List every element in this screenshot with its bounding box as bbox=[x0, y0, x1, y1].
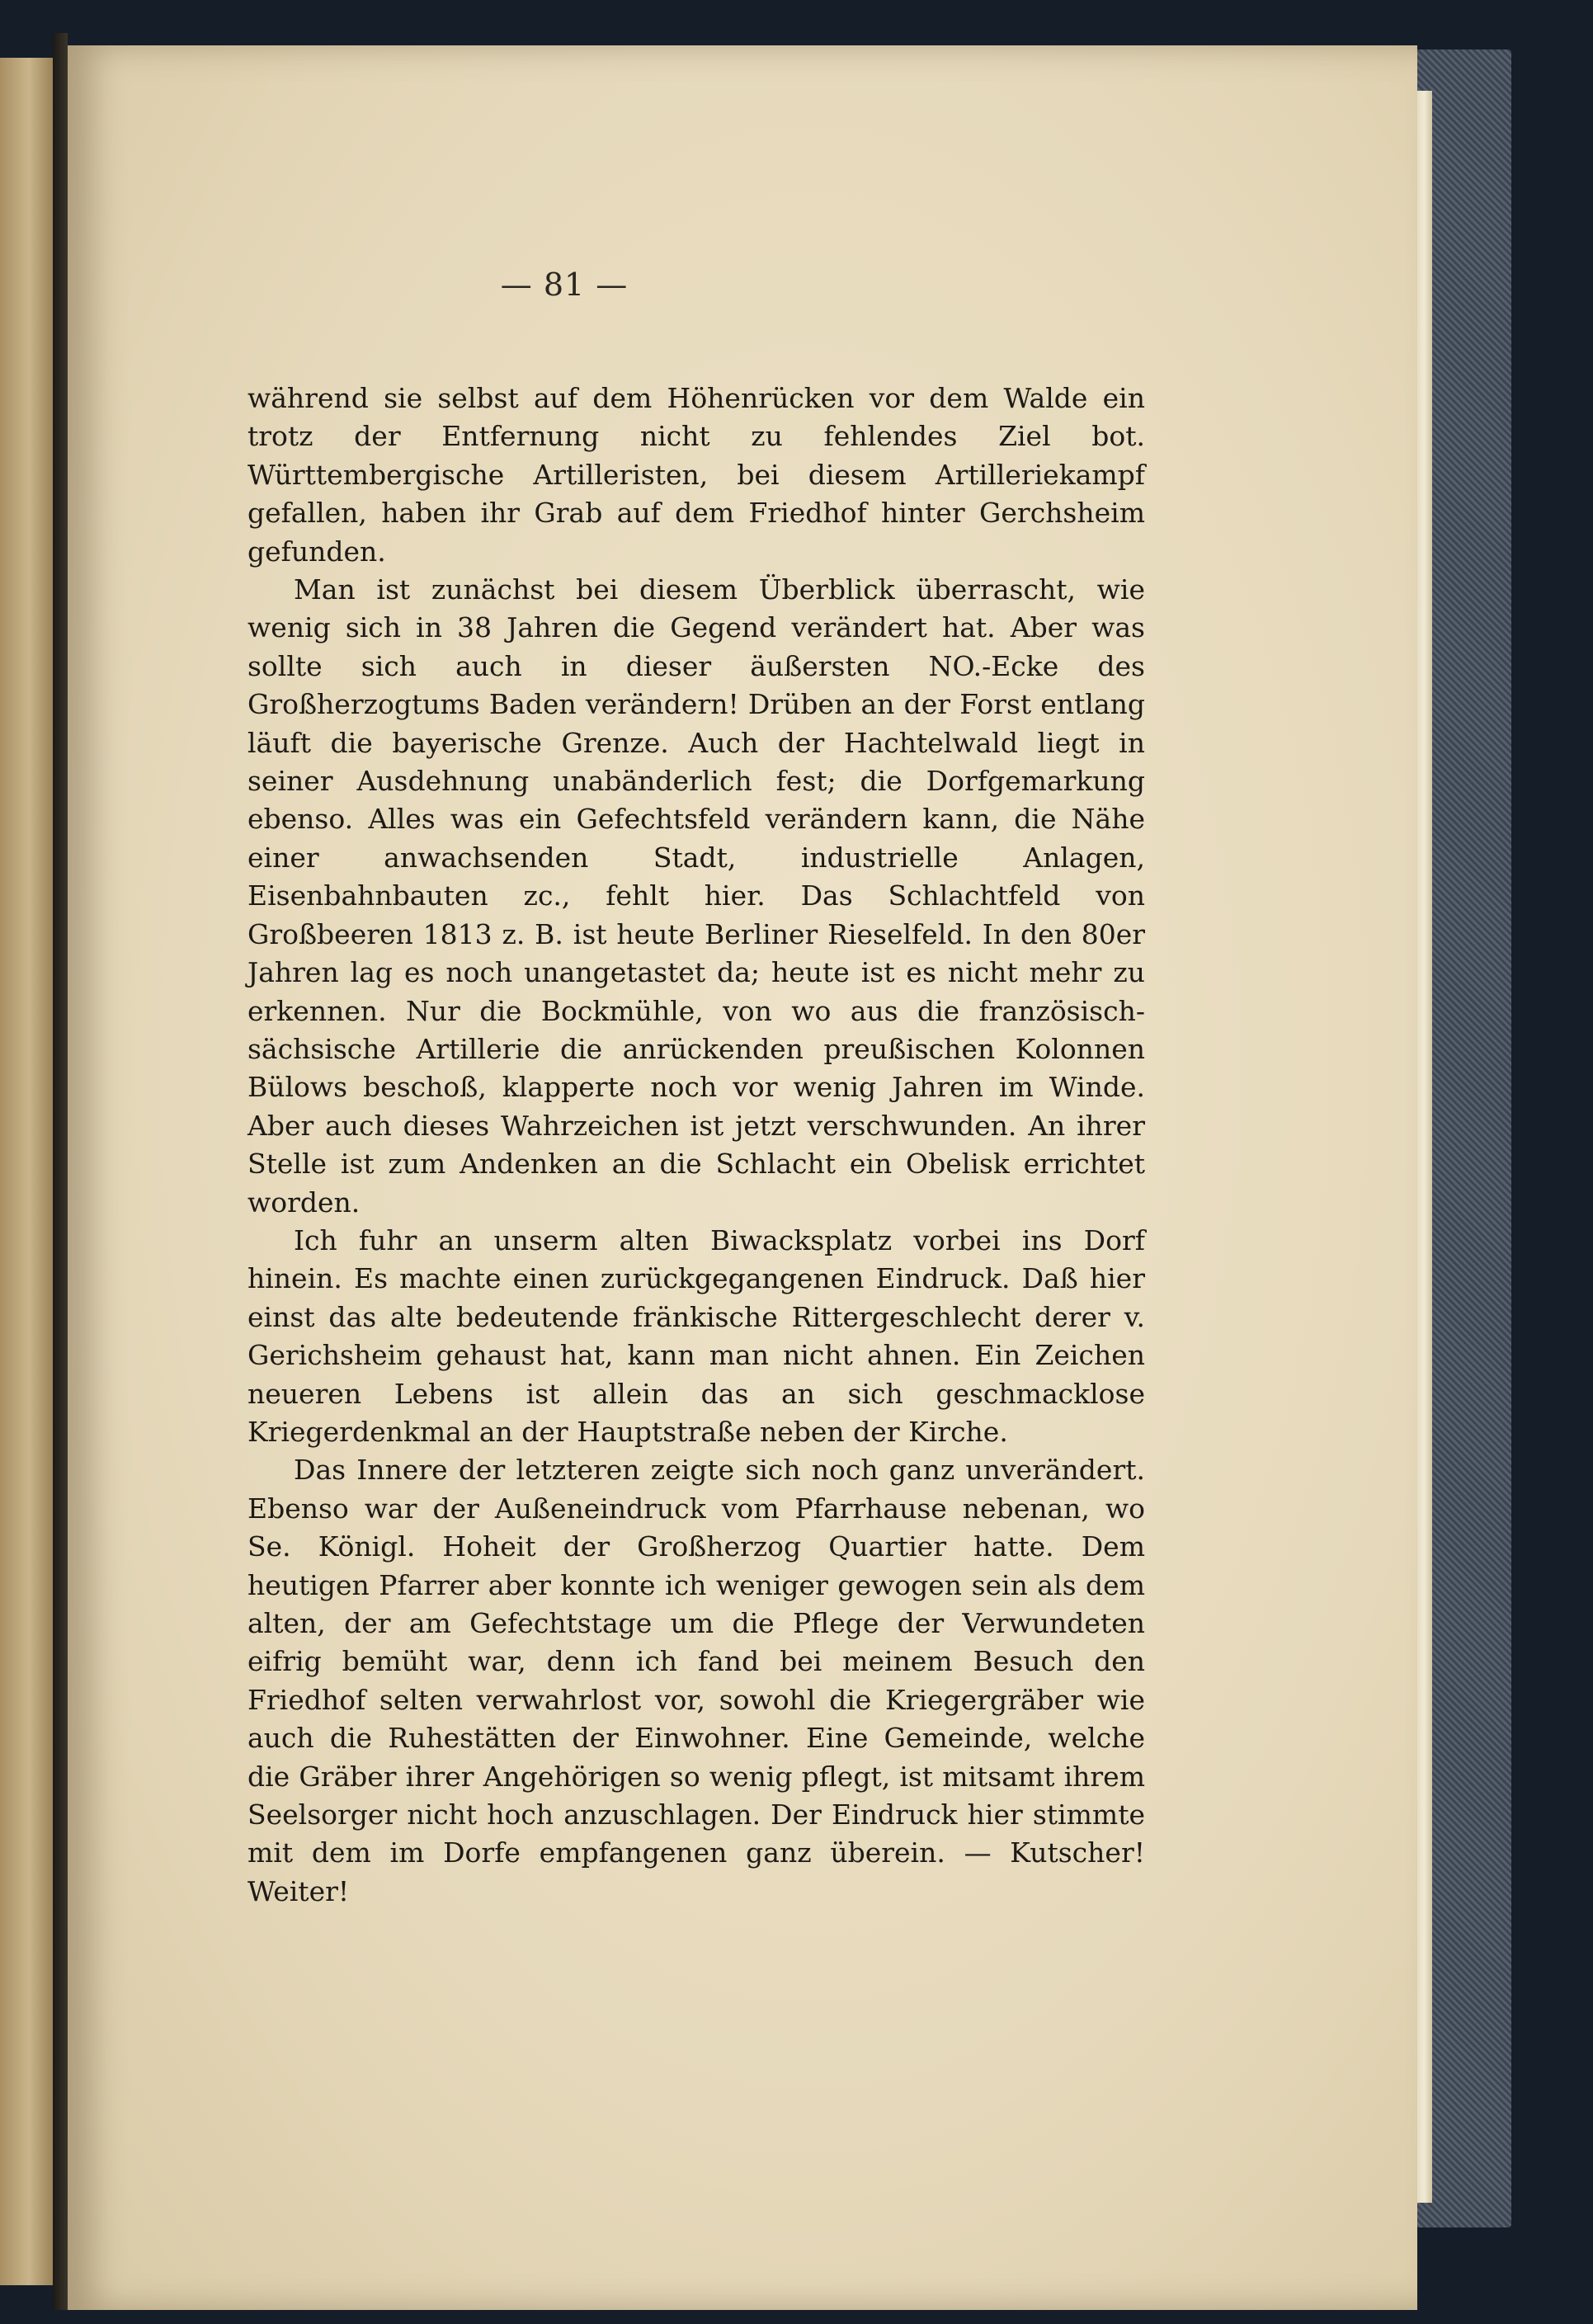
paragraph-4: Das Innere der letzteren zeigte sich noch ganz unverändert. Ebenso war der Außeneindruck vom Pfarrhause nebenan, wo Se. Königl. Hoheit der Großherzog Quartier hatte. Dem heutigen Pfarrer aber konnte ich weniger gewogen sein als dem alten, der am Gefechtstage um die Pflege der Verwundeten eifrig bemüht war, denn ich fand bei meinem Besuch den Friedhof selten verwahrlost vor, sowohl die Kriegergräber wie auch die Ruhestätten der Einwohner. Eine Gemeinde, welche die Gräber ihrer Angehörigen so wenig pflegt, ist mitsamt ihrem Seelsorger nicht hoch anzuschlagen. Der Eindruck hier stimmte mit dem im Dorfe empfangenen ganz überein. — Kutscher! Weiter! bbox=[247, 1454, 1145, 1907]
book-page bbox=[68, 45, 1417, 2310]
page-body-text bbox=[247, 379, 1145, 1911]
paragraph-1: während sie selbst auf dem Höhenrücken vor dem Walde ein trotz der Entfernung nicht zu fehlendes Ziel bot. Württembergische Artilleristen, bei diesem Artilleriekampf gefallen, haben ihr Grab auf dem Friedhof hinter Gerchsheim gefunden. bbox=[247, 382, 1145, 568]
previous-page-edge bbox=[0, 58, 53, 2285]
paragraph-3: Ich fuhr an unserm alten Biwacksplatz vorbei ins Dorf hinein. Es machte einen zurückgegangenen Eindruck. Daß hier einst das alte bedeutende fränkische Rittergeschlecht derer v. Gerichsheim gehaust hat, kann man nicht ahnen. Ein Zeichen neueren Lebens ist allein das an sich geschmacklose Kriegerdenkmal an der Hauptstraße neben der Kirche. bbox=[247, 1223, 1145, 1448]
page-number: — 81 — bbox=[500, 266, 629, 303]
book-gutter bbox=[53, 33, 68, 2310]
paragraph-2: Man ist zunächst bei diesem Überblick überrascht, wie wenig sich in 38 Jahren die Gegend verändert hat. Aber was sollte sich auch in dieser äußersten NO.-Ecke des Großherzogtums Baden verändern! Drüben an der Forst entlang läuft die bayerische Grenze. Auch der Hachtelwald liegt in seiner Ausdehnung unabänderlich fest; die Dorfgemarkung ebenso. Alles was ein Gefechtsfeld verändern kann, die Nähe einer anwachsenden Stadt, industrielle Anlagen, Eisenbahnbauten zc., fehlt hier. Das Schlachtfeld von Großbeeren 1813 z. B. ist heute Berliner Rieselfeld. In den 80er Jahren lag es noch unangetastet da; heute ist es nicht mehr zu erkennen. Nur die Bockmühle, von wo aus die französisch-sächsische Artillerie die anrückenden preußischen Kolonnen Bülows beschoß, klapperte noch vor wenig Jahren im Winde. Aber auch dieses Wahrzeichen ist jetzt verschwunden. An ihrer Stelle ist zum Andenken an die Schlacht ein Obelisk errichtet worden. bbox=[247, 573, 1145, 1219]
